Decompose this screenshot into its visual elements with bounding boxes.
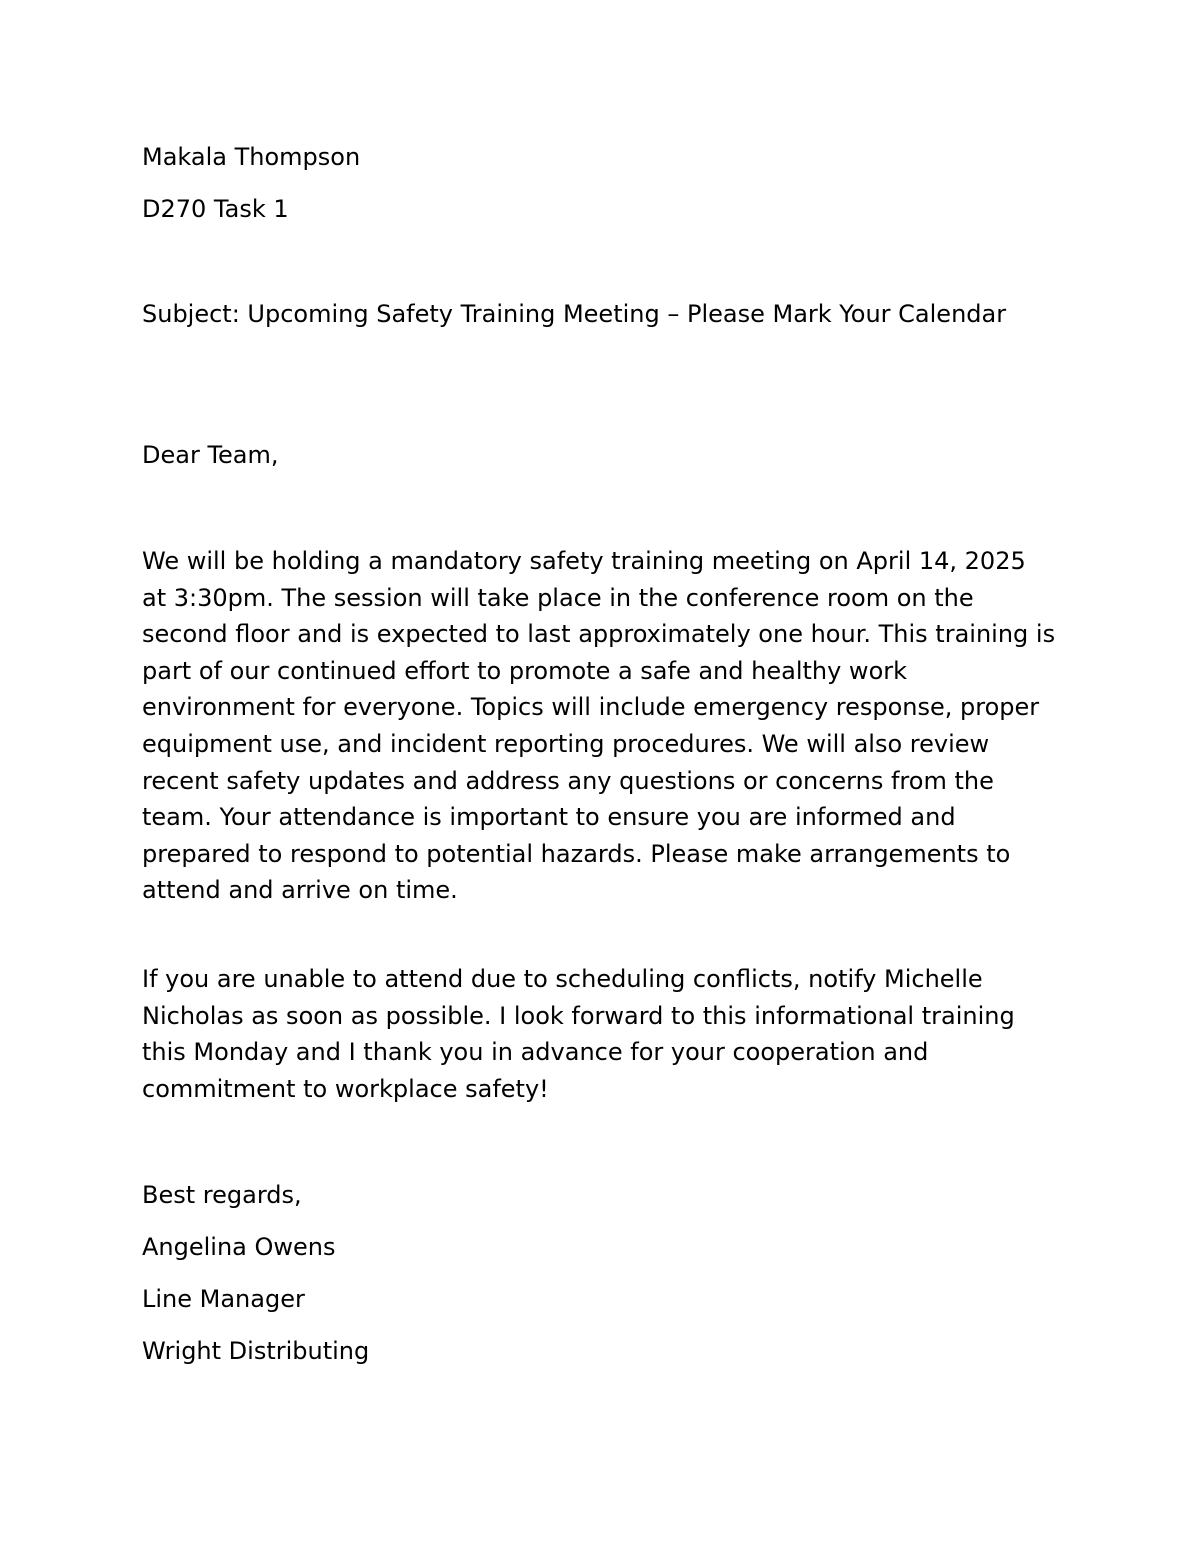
greeting: Dear Team,: [142, 441, 279, 469]
closing: Best regards,: [142, 1181, 302, 1209]
signer-company: Wright Distributing: [142, 1337, 370, 1365]
subject-line: Subject: Upcoming Safety Training Meeting – Please Mark Your Calendar: [142, 300, 1007, 328]
task-label: D270 Task 1: [142, 195, 289, 223]
signer-title: Line Manager: [142, 1285, 305, 1313]
author-name: Makala Thompson: [142, 143, 361, 171]
body-paragraph: If you are unable to attend due to scheduling conflicts, notify Michelle Nicholas as soon as possible. I look forward to this informational training this Monday and I thank you in advance for your cooperation and commitment to workplace safety!: [142, 965, 1015, 1103]
body-paragraph: We will be holding a mandatory safety training meeting on April 14, 2025 at 3:30pm. The session will take place in the conference room on the second floor and is expected to last approximately one hour. This training is part of our continued effort to promote a safe and healthy work environment for everyone. Topics will include emergency response, proper equipment use, and incident reporting procedures. We will also review recent safety updates and address any questions or concerns from the team. Your attendance is important to ensure you are informed and prepared to respond to potential hazards. Please make arrangements to attend and arrive on time.: [142, 547, 1056, 905]
signer-name: Angelina Owens: [142, 1233, 336, 1261]
